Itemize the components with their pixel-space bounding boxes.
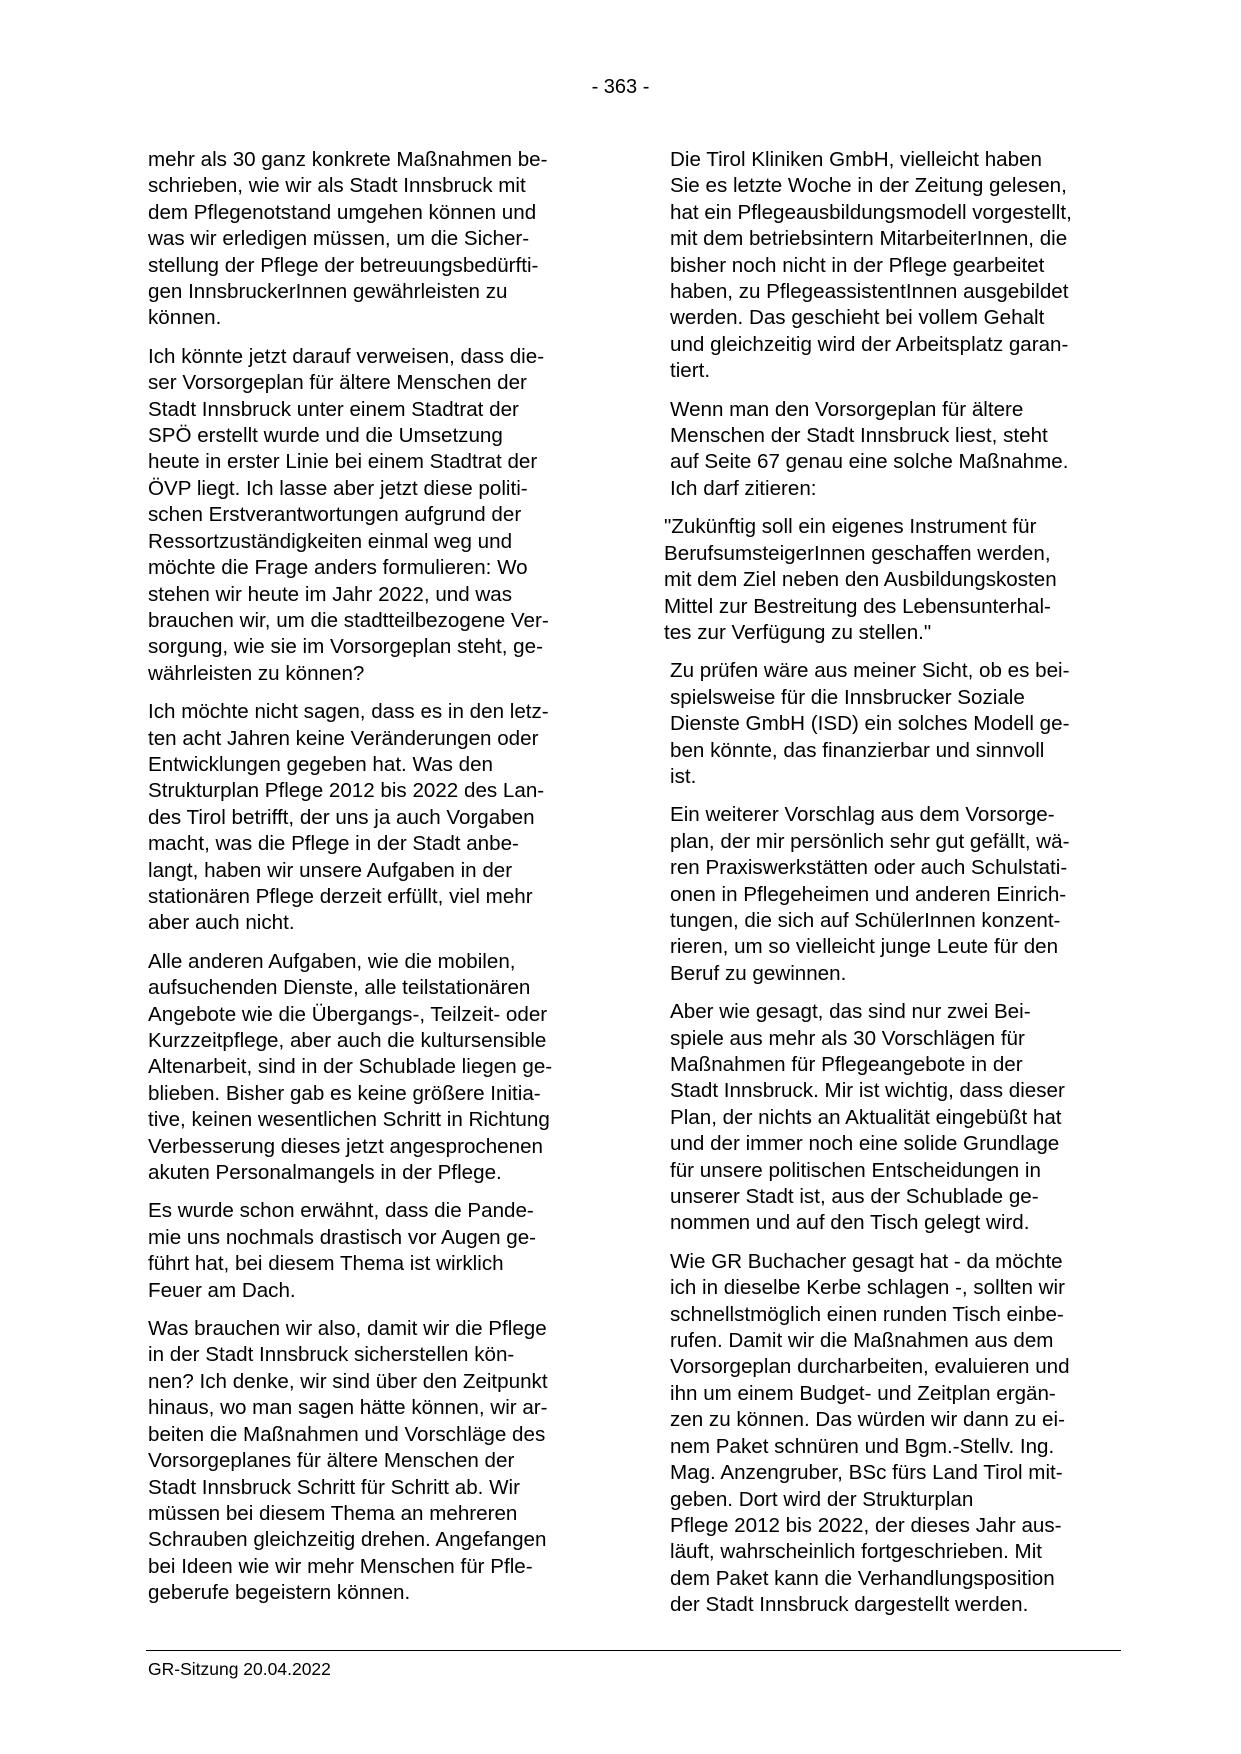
left-column (148, 147, 590, 1619)
paragraph: Die Tirol Kliniken GmbH, vielleicht haben Sie es letzte Woche in der Zeitung gelesen, hat ein Pflegeausbildungsmodell vorgestellt, mit dem betriebsintern MitarbeiterInnen, die bisher noch nicht in der Pflege gearbeitet haben, zu PflegeassistentInnen ausgebildet werden. Das geschieht bei vollem Gehalt und gleichzeitig wird der Arbeitsplatz garan- tiert. (670, 148, 1072, 383)
paragraph: Alle anderen Aufgaben, wie die mobilen, aufsuchenden Dienste, alle teilstationären Angebote wie die Übergangs-, Teilzeit- oder Kurzzeitpflege, aber auch die kultursensible Altenarbeit, sind in der Schublade liegen ge- blieben. Bisher gab es keine größere Initia- tive, keinen wesentlichen Schritt in Richtung Verbesserung dieses jetzt angesprochenen akuten Personalmangels in der Pflege. (148, 949, 553, 1185)
paragraph: Ich möchte nicht sagen, dass es in den letz- ten acht Jahren keine Veränderungen oder Entwicklungen gegeben hat. Was den Strukturplan Pflege 2012 bis 2022 des Lan- des Tirol betrifft, der uns ja auch Vorgaben macht, was die Pflege in der Stadt anbe- langt, haben wir unsere Aufgaben in der stationären Pflege derzeit erfüllt, viel mehr aber auch nicht. (148, 700, 549, 935)
paragraph: Es wurde schon erwähnt, dass die Pande- mie uns nochmals drastisch vor Augen ge- führt hat, bei diesem Thema ist wirklich Feuer am Dach. (148, 1199, 537, 1302)
paragraph: mehr als 30 ganz konkrete Maßnahmen be- schrieben, wie wir als Stadt Innsbruck mit dem Pflegenotstand umgehen können und was wir erledigen müssen, um die Sicher- stellung der Pflege der betreuungsbedürfti- gen InnsbruckerInnen gewährleisten zu können. (148, 148, 548, 330)
paragraph: Ich könnte jetzt darauf verweisen, dass die- ser Vorsorgeplan für ältere Menschen der Stadt Innsbruck unter einem Stadtrat der SPÖ erstellt wurde und die Umsetzung heute in erster Linie bei einem Stadtrat der ÖVP liegt. Ich lasse aber jetzt diese politi- schen Erstverantwortungen aufgrund der Ressortzuständigkeiten einmal weg und möchte die Frage anders formulieren: Wo stehen wir heute im Jahr 2022, und was brauchen wir, um die stadtteilbezogene Ver- sorgung, wie sie im Vorsorgeplan steht, ge- währleisten zu können? (148, 344, 549, 685)
page-number: - 363 - (591, 76, 650, 98)
quotation-paragraph: "Zukünftig soll ein eigenes Instrument für BerufsumsteigerInnen geschaffen werden, mit dem Ziel neben den Ausbildungskosten Mittel zur Bestreitung des Lebensunterhal- tes zur Verfügung zu stellen." (664, 515, 1057, 644)
footer-session-date: GR-Sitzung 20.04.2022 (148, 1659, 331, 1679)
paragraph: Wie GR Buchacher gesagt hat - da möchte ich in dieselbe Kerbe schlagen -, sollten wir schnellstmöglich einen runden Tisch einbe- rufen. Damit wir die Maßnahmen aus dem Vorsorgeplan durcharbeiten, evaluieren und ihn um einem Budget- und Zeitplan ergän- zen zu können. Das würden wir dann zu ei- nem Paket schnüren und Bgm.-Stellv. Ing. Mag. Anzengruber, BSc fürs Land Tirol mit- geben. Dort wird der Strukturplan Pflege 2012 bis 2022, der dieses Jahr aus- läuft, wahrscheinlich fortgeschrieben. Mit dem Paket kann die Verhandlungsposition der Stadt Innsbruck dargestellt werden. (670, 1249, 1070, 1617)
paragraph: Was brauchen wir also, damit wir die Pflege in der Stadt Innsbruck sicherstellen kön- nen? Ich denke, wir sind über den Zeitpunkt hinaus, wo man sagen hätte können, wir ar- beiten die Maßnahmen und Vorschläge des Vorsorgeplanes für ältere Menschen der Stadt Innsbruck Schritt für Schritt ab. Wir müssen bei diesem Thema an mehreren Schrauben gleichzeitig drehen. Angefangen bei Ideen wie wir mehr Menschen für Pfle- geberufe begeistern können. (148, 1317, 548, 1605)
right-column (664, 147, 1118, 1631)
paragraph: Zu prüfen wäre aus meiner Sicht, ob es bei- spielsweise für die Innsbrucker Soziale Dienste GmbH (ISD) ein solches Modell ge- ben könnte, das finanzierbar und sinnvoll ist. (670, 659, 1070, 788)
paragraph: Aber wie gesagt, das sind nur zwei Bei- spiele aus mehr als 30 Vorschlägen für Maßnahmen für Pflegeangebote in der Stadt Innsbruck. Mir ist wichtig, dass dieser Plan, der nichts an Aktualität eingebüßt hat und der immer noch eine solide Grundlage für unsere politischen Entscheidungen in unserer Stadt ist, aus der Schublade ge- nommen und auf den Tisch gelegt wird. (670, 1000, 1065, 1235)
paragraph: Wenn man den Vorsorgeplan für ältere Menschen der Stadt Innsbruck liest, steht auf Seite 67 genau eine solche Maßnahme. Ich darf zitieren: (670, 397, 1069, 500)
footer-divider (146, 1650, 1121, 1651)
paragraph: Ein weiterer Vorschlag aus dem Vorsorge- plan, der mir persönlich sehr gut gefällt, wä- ren Praxiswerkstätten oder auch Schulstati- onen in Pflegeheimen und anderen Einrich- tungen, die sich auf SchülerInnen konzent- rieren, um so vielleicht junge Leute für den Beruf zu gewinnen. (670, 803, 1070, 985)
